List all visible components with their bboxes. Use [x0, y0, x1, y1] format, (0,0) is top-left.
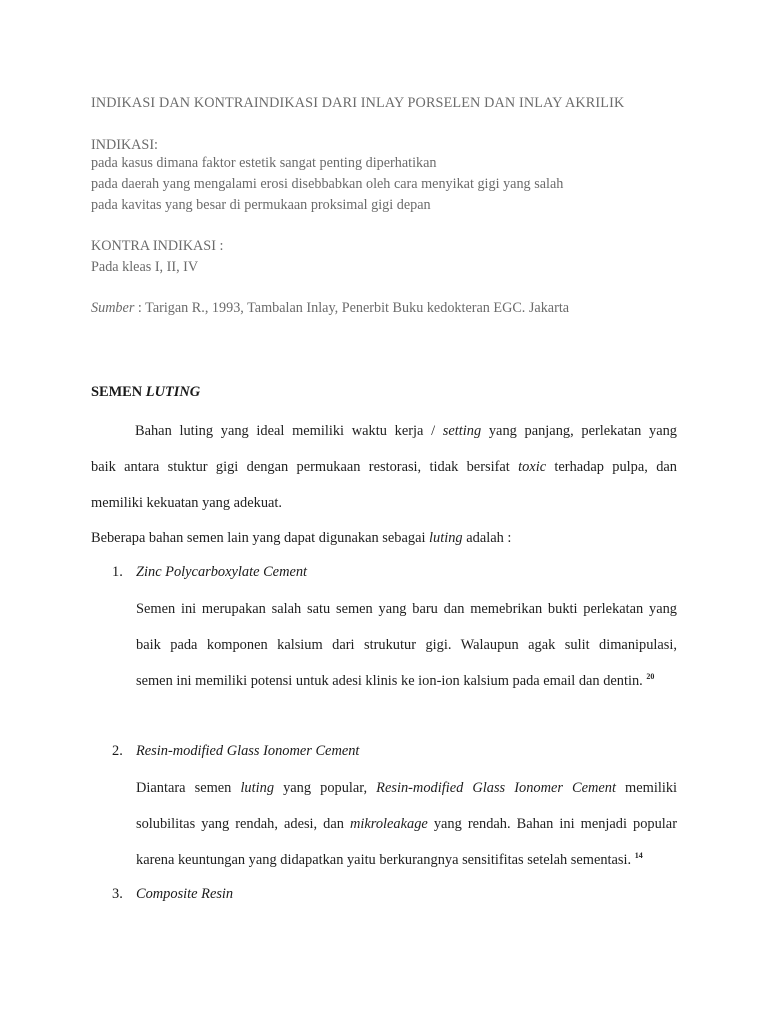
indikasi-heading: INDIKASI:	[91, 137, 158, 153]
text-line: solubilitas yang rendah, adesi, dan mikroleakage yang rendah. Bahan ini menjadi popular	[136, 816, 677, 832]
reference-number: 20	[646, 672, 655, 681]
kontra-indikasi-heading: KONTRA INDIKASI :	[91, 238, 224, 254]
list-number: 1.	[112, 564, 123, 580]
heading-plain: SEMEN	[91, 384, 146, 400]
list-item: pada kavitas yang besar di permukaan proksimal gigi depan	[91, 197, 431, 213]
list-item: pada kasus dimana faktor estetik sangat penting diperhatikan	[91, 155, 437, 171]
text-line: Bahan luting yang ideal memiliki waktu kerja / setting yang panjang, perlekatan yang	[135, 423, 677, 439]
section-heading-semen-luting	[91, 384, 200, 401]
text-line: Semen ini merupakan salah satu semen yang baru dan memebrikan bukti perlekatan yang	[136, 601, 677, 617]
text-line: karena keuntungan yang didapatkan yaitu berkurangnya sensitifitas setelah sementasi. $^{14}$	[136, 851, 643, 868]
list-item: pada daerah yang mengalami erosi disebbabkan oleh cara menyikat gigi yang salah	[91, 176, 564, 192]
list-item-body	[136, 770, 677, 878]
list-item-body	[136, 591, 677, 699]
paragraph-luting-intro	[91, 413, 677, 521]
document-title: INDIKASI DAN KONTRAINDIKASI DARI INLAY PORSELEN DAN INLAY AKRILIK	[91, 95, 625, 111]
reference-number: 14	[634, 851, 643, 860]
indikasi-list	[91, 153, 563, 216]
list-number: 3.	[112, 886, 123, 902]
list-item-title: Resin-modified Glass Ionomer Cement	[136, 743, 360, 759]
text-line: baik antara stuktur gigi dengan permukaan restorasi, tidak bersifat toxic terhadap pulpa, dan	[91, 459, 677, 475]
text-line: baik pada komponen kalsium dari strukutur gigi. Walaupun agak sulit dimanipulasi,	[136, 637, 677, 653]
heading-italic: LUTING	[145, 384, 201, 400]
source-citation	[91, 298, 569, 319]
source-label: Sumber	[91, 300, 135, 316]
text-line: Beberapa bahan semen lain yang dapat digunakan sebagai luting adalah :	[91, 530, 512, 546]
kontra-indikasi-item: Pada kleas I, II, IV	[91, 259, 199, 275]
list-item-title: Zinc Polycarboxylate Cement	[136, 564, 308, 580]
text-line: semen ini memiliki potensi untuk adesi klinis ke ion-ion kalsium pada email dan dentin. $^{20}$	[136, 672, 655, 689]
text-line: Diantara semen luting yang popular, Resin-modified Glass Ionomer Cement memiliki	[136, 780, 678, 796]
paragraph-luting-list-intro	[91, 520, 677, 556]
source-text: : Tarigan R., 1993, Tambalan Inlay, Penerbit Buku kedokteran EGC. Jakarta	[134, 300, 570, 316]
list-number: 2.	[112, 743, 123, 759]
text-line: memiliki kekuatan yang adekuat.	[91, 495, 283, 511]
list-item-title: Composite Resin	[136, 886, 234, 902]
